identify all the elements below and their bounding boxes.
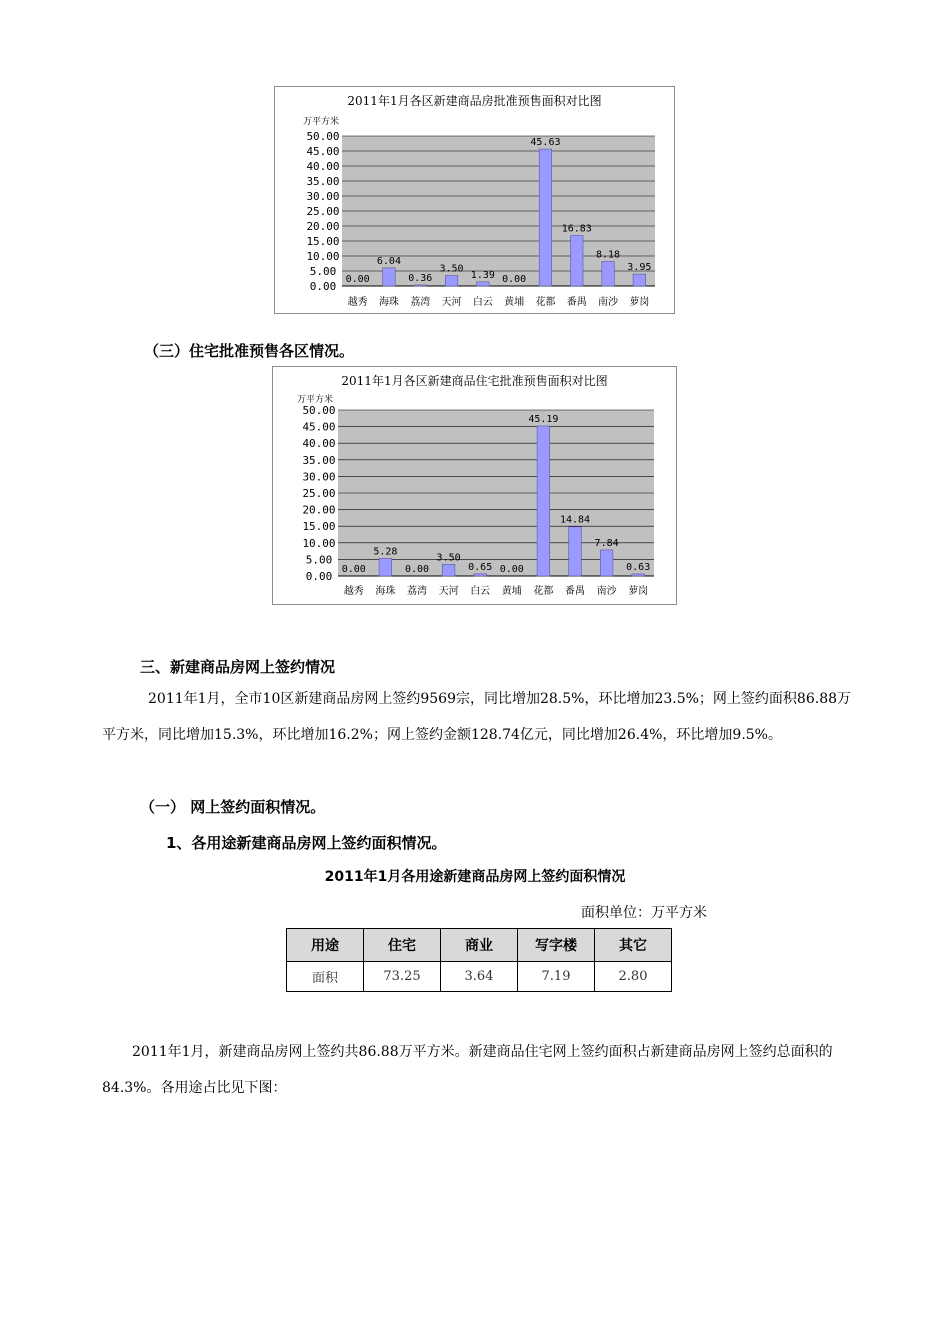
data-label: 14.84 [559,514,591,526]
chart-presale-area [274,86,675,314]
subsection-online-area: （一） 网上签约面积情况。 [140,798,326,816]
y-axis-unit-label: 万平方米 [297,395,334,405]
x-tick-label: 荔湾 [410,297,431,308]
table-header-cell: 住宅 [364,929,441,962]
data-label: 6.04 [376,255,401,267]
x-tick-label: 南沙 [598,297,619,308]
y-axis-unit-label: 万平方米 [303,117,340,127]
table-cell: 73.25 [364,962,441,992]
table-cell: 7.19 [518,962,595,992]
x-tick-label: 黄埔 [504,297,525,308]
y-tick-label: 5.00 [309,265,337,278]
chart-presale-area-svg [275,87,674,313]
bar [477,282,490,286]
bar [474,574,487,576]
x-tick-label: 海珠 [378,297,399,308]
bar [569,527,582,576]
x-tick-label: 南沙 [596,586,617,597]
y-tick-label: 25.00 [302,487,336,500]
y-tick-label: 0.00 [305,570,333,583]
bar [414,285,427,286]
data-label: 16.83 [561,223,592,235]
data-label: 0.00 [341,564,366,575]
data-label: 8.18 [596,249,621,261]
chart-residential-presale-area [272,366,677,605]
table-header-cell: 其它 [595,929,672,962]
table-cell: 面积 [287,962,364,992]
x-tick-label: 越秀 [347,297,368,308]
x-tick-label: 黄埔 [501,586,522,597]
y-tick-label: 45.00 [302,420,336,434]
data-label: 3.50 [439,263,464,275]
table-header-cell: 商业 [441,929,518,962]
subsection-usage-area: 1、各用途新建商品房网上签约面积情况。 [166,834,447,852]
bar [442,564,455,576]
y-tick-label: 50.00 [306,130,340,143]
data-label: 0.00 [502,274,527,285]
bar [383,268,396,286]
y-tick-label: 30.00 [306,190,340,203]
y-tick-label: 10.00 [302,536,336,550]
bar [570,236,583,286]
x-tick-label: 萝岗 [628,586,649,597]
y-tick-label: 20.00 [306,220,340,233]
table-header-cell: 写字楼 [518,929,595,962]
table-unit: 面积单位：万平方米 [581,905,707,921]
bar [537,426,550,576]
closing-paragraph: 2011年1月，新建商品房网上签约共86.88万平方米。新建商品住宅网上签约面积占新建商品房网上签约总面积的84.3%。各用途占比见下图： [102,1044,833,1096]
x-tick-label: 荔湾 [407,586,427,597]
bar [632,574,645,576]
y-tick-label: 20.00 [302,503,336,517]
data-label: 0.00 [345,274,370,285]
section3-paragraph: 2011年1月，全市10区新建商品房网上签约9569宗，同比增加28.5%，环比增加23.5%；网上签约面积86.88万平方米，同比增加15.3%，环比增加16.2%；网上签约金额128.74亿元，同比增加26.4%，环比增加9.5%。 [102,691,852,743]
x-tick-label: 花都 [533,586,554,597]
data-label: 7.84 [594,537,619,549]
bar [633,274,646,286]
x-tick-label: 天河 [438,586,459,597]
chart-title: 2011年1月各区新建商品住宅批准预售面积对比图 [341,374,608,388]
x-tick-label: 越秀 [343,586,364,597]
section3-title: 三、新建商品房网上签约情况 [140,658,336,676]
y-tick-label: 50.00 [302,404,336,417]
y-tick-label: 15.00 [302,520,336,534]
data-label: 0.00 [404,564,430,575]
y-tick-label: 35.00 [306,175,340,188]
data-label: 0.63 [626,561,651,573]
data-label: 45.19 [528,413,559,425]
x-tick-label: 白云 [472,297,493,308]
x-tick-label: 海珠 [375,586,396,597]
data-label: 5.28 [373,546,398,558]
chart-residential-presale-area-svg [273,367,676,604]
bar [539,149,552,286]
y-tick-label: 40.00 [306,160,340,173]
table-header-row [287,929,672,962]
chart-title: 2011年1月各区新建商品房批准预售面积对比图 [347,94,602,108]
table-row [287,962,672,992]
y-tick-label: 0.00 [309,280,337,293]
heading-residential-presale: （三）住宅批准预售各区情况。 [144,342,355,360]
bar [602,261,615,286]
table-cell: 2.80 [595,962,672,992]
y-tick-label: 35.00 [302,453,336,467]
bar [445,276,458,287]
y-tick-label: 10.00 [306,250,340,263]
y-tick-label: 15.00 [306,235,340,248]
y-tick-label: 30.00 [302,470,336,484]
data-label: 3.50 [436,552,461,564]
x-tick-label: 白云 [470,586,491,597]
table-header-cell: 用途 [287,929,364,962]
bar [600,550,613,576]
usage-area-table [286,928,672,992]
y-tick-label: 5.00 [305,553,333,567]
x-tick-label: 天河 [441,297,462,308]
bar [379,558,392,576]
table-caption: 2011年1月各用途新建商品房网上签约面积情况 [324,869,626,885]
data-label: 0.36 [408,272,433,284]
table-cell: 3.64 [441,962,518,992]
data-label: 1.39 [470,269,495,281]
data-label: 45.63 [530,137,561,149]
y-tick-label: 45.00 [306,145,340,158]
x-tick-label: 番禺 [566,297,587,308]
x-tick-label: 花都 [535,297,556,308]
data-label: 0.65 [468,561,493,573]
data-label: 0.00 [499,564,524,575]
y-tick-label: 40.00 [302,437,336,451]
x-tick-label: 番禺 [565,586,585,597]
data-label: 3.95 [627,262,652,274]
x-tick-label: 萝岗 [629,297,650,308]
y-tick-label: 25.00 [306,205,340,218]
